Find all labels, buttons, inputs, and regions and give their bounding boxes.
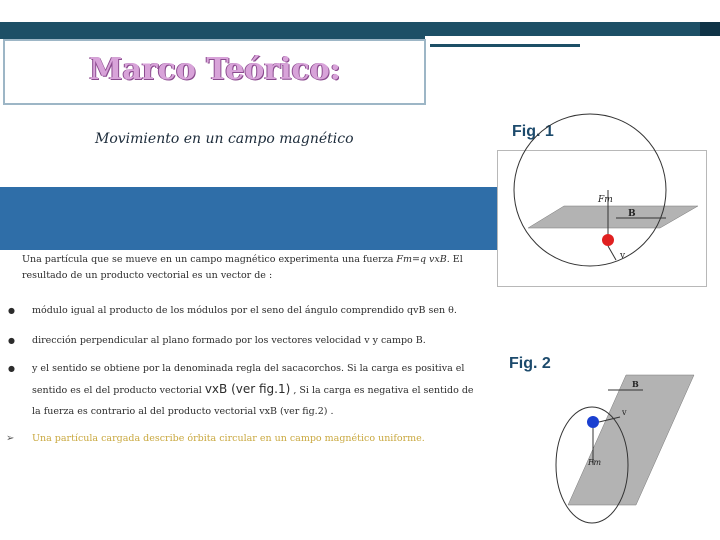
- bullet-item: [6, 428, 482, 449]
- fig1-diagram: [498, 110, 708, 290]
- fig2-velocity-label: v: [622, 408, 627, 417]
- bullet-dot-icon: ●: [8, 306, 15, 315]
- force-formula: Fm=q vxB: [396, 254, 447, 265]
- fig2-diagram: [548, 365, 698, 525]
- blue-panel: [0, 187, 497, 250]
- arrow-bullet-icon: ➢: [6, 433, 15, 444]
- bullet-text: módulo igual al producto de los módulos por el seno del ángulo comprendido qvB sen θ.: [32, 305, 457, 316]
- bullet-text-vector: vxB (ver fig.1): [204, 382, 291, 396]
- fig2-field-label: B: [632, 379, 639, 389]
- intro-text-before: Una partícula que se mueve en un campo magnético experimenta una fuerza: [22, 254, 397, 265]
- fig2-force-label: Fm: [588, 458, 602, 467]
- header-bar: [0, 22, 700, 36]
- fig2-charge: [587, 416, 599, 428]
- fig1-charge: [602, 234, 614, 246]
- fig1-label: Fig. 1: [512, 123, 554, 140]
- bullet-text: dirección perpendicular al plano formado por los vectores velocidad v y campo B.: [32, 335, 426, 346]
- bullet-item: [8, 358, 482, 422]
- body-text: [6, 250, 497, 444]
- header-stripe-right: [430, 44, 580, 47]
- slide-title: Marco Teórico:: [89, 52, 341, 87]
- bullet-text: [32, 358, 482, 422]
- fig1-field-label: B: [628, 209, 636, 219]
- bullet-dot-icon: ●: [8, 364, 15, 373]
- top-band: [0, 0, 720, 22]
- intro-paragraph: [22, 252, 497, 284]
- header-bar-end: [700, 22, 720, 36]
- bullet-text-part1: y el sentido se obtiene por la denominada regla del sacacorchos. Si la carga es positiva el sentido es el del producto vectorial: [32, 363, 465, 396]
- fig1-velocity-label: v: [620, 251, 626, 261]
- fig1-plane: [528, 206, 698, 228]
- bullet-text-part3: , Si la carga es negativa el sentido de la fuerza es contrario al del producto vectorial vxB (ver fig.2) .: [32, 385, 474, 417]
- bullet-text: Una partícula cargada describe órbita circular en un campo magnético uniforme.: [32, 433, 425, 444]
- bullet-dot-icon: ●: [8, 336, 15, 345]
- fig1-orbit: [514, 114, 666, 266]
- intro-text-after: . El resultado de un producto vectorial es un vector de :: [22, 254, 463, 281]
- bullet-item: [8, 300, 482, 321]
- bullet-item: [8, 330, 482, 351]
- fig1-velocity-arrow: [608, 246, 616, 260]
- fig2-label: Fig. 2: [509, 355, 551, 372]
- slide-subtitle: Movimiento en un campo magnético: [95, 131, 354, 147]
- fig1-force-label: Fm: [598, 195, 613, 205]
- fig2-plane: [568, 375, 694, 505]
